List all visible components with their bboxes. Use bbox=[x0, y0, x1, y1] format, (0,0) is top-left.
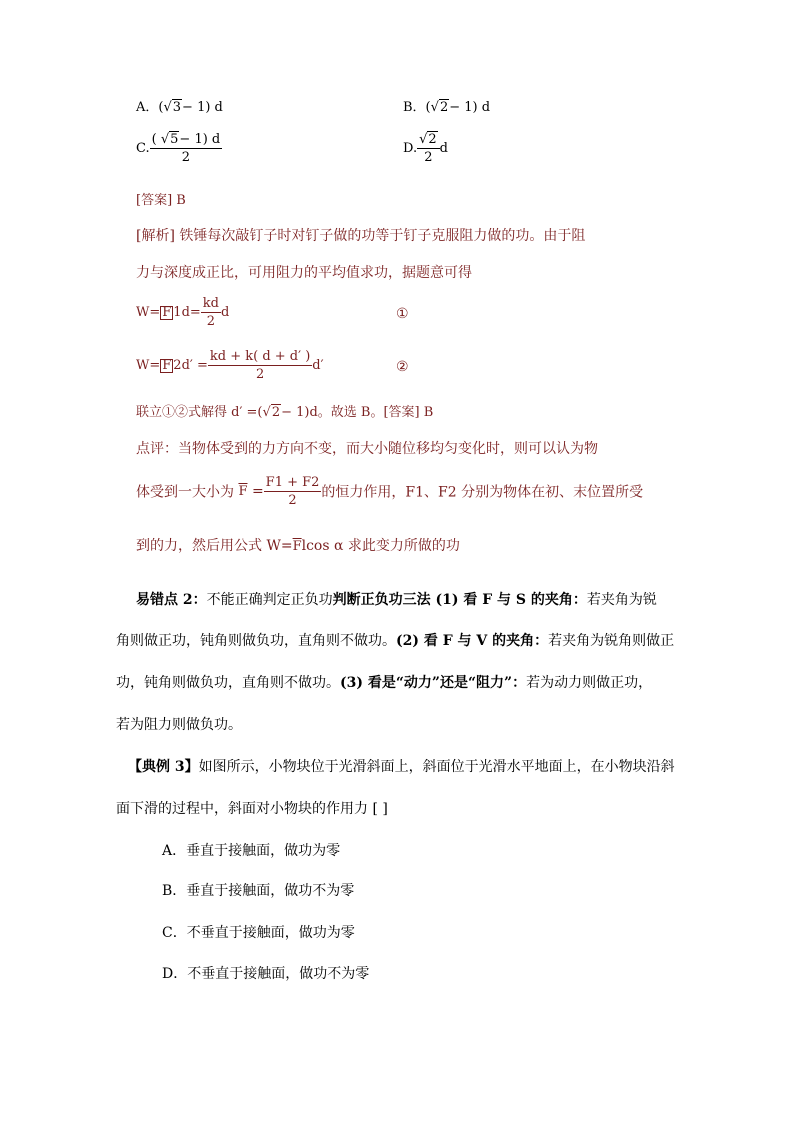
comment-line-3: 到的力，然后用公式 $W=\overline{F}lcos$ α 求此变力所做的功 bbox=[136, 538, 460, 554]
option-d: D. $\frac{√2}{2}$ d bbox=[403, 132, 448, 165]
error-point-line-1: 易错点 2：不能正确判定正负功判断正负功三法 (1) 看 F 与 S 的夹角：若夹角为锐 bbox=[136, 592, 657, 608]
comment-line-1: 点评：当物体受到的力方向不变，而大小随位移均匀变化时，则可以认为物 bbox=[136, 441, 598, 457]
choice-a: A．垂直于接触面，做功为零 bbox=[162, 843, 341, 859]
error-point-line-2: 角则做正功，钝角则做负功，直角则不做功。(2) 看 F 与 V 的夹角：若夹角为锐角则做正 bbox=[116, 633, 675, 649]
option-c: C. $\frac{( √5- 1) d}{2}$ bbox=[136, 132, 221, 165]
equation-2: W= F 2d′ = $\frac{kd + k( d + d' )}{2}$ d′ bbox=[136, 349, 324, 382]
answer-label: [答案] B bbox=[136, 193, 186, 208]
equation-marker-1: ① bbox=[396, 306, 409, 322]
choice-d: D．不垂直于接触面，做功不为零 bbox=[162, 966, 370, 982]
sqrt-symbol: √3 bbox=[163, 100, 182, 115]
sqrt-symbol: √2 bbox=[430, 100, 449, 115]
equation-1: W= F 1d= $\frac{kd}{2}$ d bbox=[136, 296, 230, 329]
option-b: B．(√2− 1) d bbox=[403, 100, 491, 115]
analysis-line-1: [解析] 铁锤每次敲钉子时对钉子做的功等于钉子克服阻力做的功。由于阻 bbox=[136, 228, 586, 244]
example-line-2: 面下滑的过程中，斜面对小物块的作用力 [ ] bbox=[116, 801, 388, 817]
choice-c: C．不垂直于接触面，做功为零 bbox=[162, 925, 355, 941]
error-point-line-4: 若为阻力则做负功。 bbox=[116, 717, 242, 733]
choice-b: B．垂直于接触面，做功不为零 bbox=[162, 883, 355, 899]
equation-marker-2: ② bbox=[396, 359, 409, 375]
analysis-line-2: 力与深度成正比，可用阻力的平均值求功，据题意可得 bbox=[136, 265, 472, 281]
solution-line: 联立①②式解得 d′ =(√2− 1)d。故选 B。[答案] B bbox=[136, 405, 434, 420]
comment-line-2: 体受到一大小为 $\overline{F}$ = $\frac{F1 + F2}{2}$ 的恒力作用，F1、F2 分别为物体在初、末位置所受 bbox=[136, 475, 644, 508]
error-point-line-3: 功，钝角则做负功，直角则不做功。(3) 看是“动力”还是“阻力”：若为动力则做正功， bbox=[116, 675, 653, 691]
option-a: A．(√3− 1) d bbox=[136, 100, 223, 115]
example-line-1: 【典例 3】如图所示，小物块位于光滑斜面上，斜面位于光滑水平地面上，在小物块沿斜 bbox=[128, 759, 675, 775]
